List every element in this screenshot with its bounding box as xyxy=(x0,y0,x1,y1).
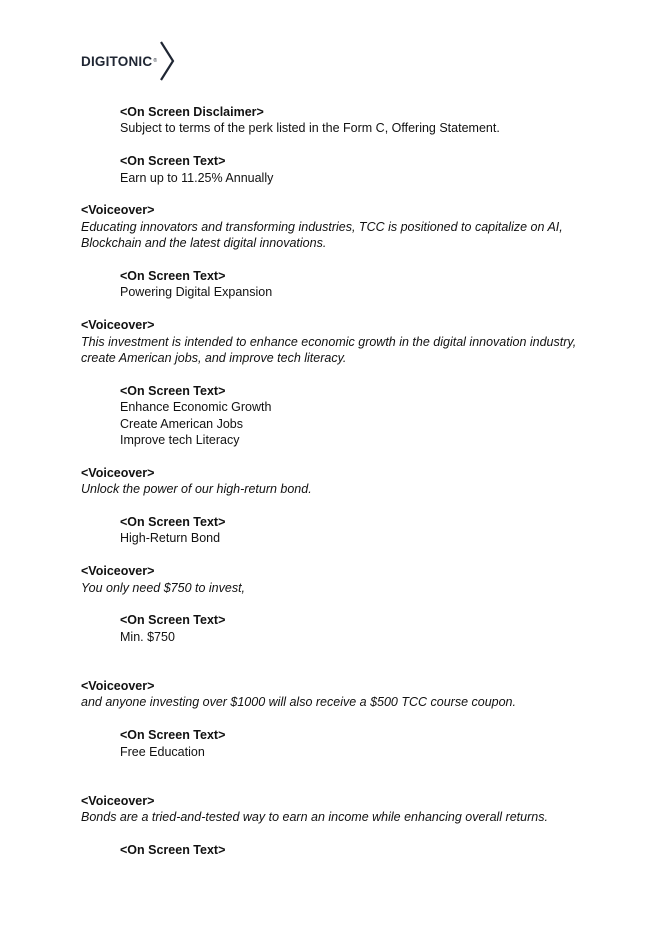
onscreen-line: Free Education xyxy=(120,744,205,759)
voiceover-text: and anyone investing over $1000 will also receive a $500 TCC course coupon. xyxy=(81,695,516,710)
voiceover-heading: <Voiceover> xyxy=(81,465,155,480)
voiceover-block xyxy=(81,202,601,251)
onscreen-heading: <On Screen Text> xyxy=(120,843,226,858)
onscreen-block xyxy=(120,153,601,186)
voiceover-heading: <Voiceover> xyxy=(81,679,155,694)
onscreen-heading: <On Screen Text> xyxy=(120,154,226,169)
onscreen-heading: <On Screen Text> xyxy=(120,515,226,530)
onscreen-heading: <On Screen Text> xyxy=(120,728,226,743)
onscreen-block xyxy=(120,268,601,301)
voiceover-block xyxy=(81,317,601,366)
onscreen-block xyxy=(120,514,601,547)
onscreen-block xyxy=(120,612,601,645)
voiceover-block xyxy=(81,678,601,711)
onscreen-line: Create American Jobs xyxy=(120,416,243,431)
onscreen-block xyxy=(120,727,601,760)
voiceover-block xyxy=(81,465,601,498)
voiceover-heading: <Voiceover> xyxy=(81,203,155,218)
logo-wordmark: DIGITONIC xyxy=(81,53,153,69)
voiceover-heading: <Voiceover> xyxy=(81,564,155,579)
voiceover-block xyxy=(81,793,601,826)
onscreen-heading: <On Screen Text> xyxy=(120,383,226,398)
onscreen-heading: <On Screen Disclaimer> xyxy=(120,105,264,119)
onscreen-line: Enhance Economic Growth xyxy=(120,400,272,415)
logo-registered-mark: ® xyxy=(153,58,157,64)
voiceover-heading: <Voiceover> xyxy=(81,793,155,808)
onscreen-line: Powering Digital Expansion xyxy=(120,285,273,300)
voiceover-heading: <Voiceover> xyxy=(81,318,155,333)
voiceover-text: You only need $750 to invest, xyxy=(81,580,246,595)
onscreen-line: Earn up to 11.25% Annually xyxy=(120,170,274,185)
chevron-right-icon xyxy=(159,41,175,81)
onscreen-heading: <On Screen Text> xyxy=(120,269,226,284)
voiceover-text: Bonds are a tried-and-tested way to earn an income while enhancing overall returns. xyxy=(81,810,548,825)
digitonic-logo xyxy=(81,41,175,81)
voiceover-text: Educating innovators and transforming industries, TCC is positioned to capitalize on AI, Blockchain and the latest digital innovations. xyxy=(81,219,563,251)
onscreen-block xyxy=(120,104,601,137)
onscreen-line: Improve tech Literacy xyxy=(120,433,240,448)
onscreen-line: Min. $750 xyxy=(120,629,175,644)
onscreen-block xyxy=(120,383,601,449)
onscreen-block xyxy=(120,842,601,858)
onscreen-heading: <On Screen Text> xyxy=(120,613,226,628)
onscreen-line: Subject to terms of the perk listed in the Form C, Offering Statement. xyxy=(120,121,500,136)
script-content xyxy=(81,104,601,858)
voiceover-text: Unlock the power of our high-return bond. xyxy=(81,482,312,497)
onscreen-line: High-Return Bond xyxy=(120,531,221,546)
voiceover-text: This investment is intended to enhance economic growth in the digital innovation industry, create American jobs, and improve tech literacy. xyxy=(81,334,577,366)
voiceover-block xyxy=(81,563,601,596)
